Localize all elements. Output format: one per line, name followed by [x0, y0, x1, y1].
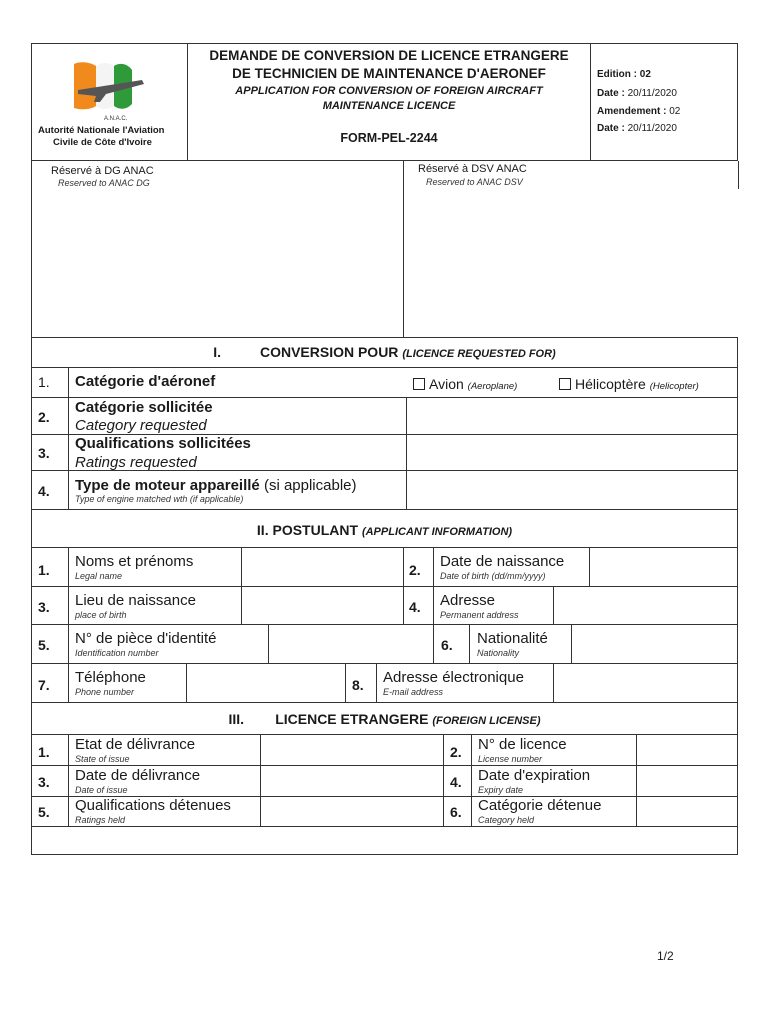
s3-f1-num: 1.	[38, 744, 50, 760]
form-code: FORM-PEL-2244	[340, 131, 438, 145]
anac-logo	[66, 58, 148, 126]
s3-f3-sublabel: Date of issue	[75, 785, 128, 795]
meta-date-2: Date : 20/11/2020	[597, 123, 677, 134]
s2-f1-label: Noms et prénoms	[75, 553, 194, 570]
s2-f6-sublabel: Nationality	[477, 648, 520, 658]
s3-f2-label: N° de licence	[478, 736, 567, 753]
s2-f8-num: 8.	[352, 677, 364, 693]
meta-amendement: Amendement : 02	[597, 106, 681, 117]
expiry-date-field[interactable]	[637, 766, 737, 796]
s1-row4-num: 4.	[38, 483, 50, 499]
s2-f5-num: 5.	[38, 637, 50, 653]
s1-row2-sublabel: Category requested	[75, 417, 207, 434]
ratings-requested-field[interactable]	[407, 435, 737, 470]
engine-type-field[interactable]	[407, 471, 737, 509]
s3-f6-num: 6.	[450, 804, 462, 820]
s3-f5-sublabel: Ratings held	[75, 815, 126, 825]
svg-text:A.N.A.C.: A.N.A.C.	[104, 116, 128, 122]
email-field[interactable]	[554, 664, 737, 702]
s2-f2-label: Date de naissance	[440, 553, 565, 570]
s1-row3-num: 3.	[38, 445, 50, 461]
s3-f4-sublabel: Expiry date	[478, 785, 524, 795]
s3-f1-label: Etat de délivrance	[75, 736, 196, 753]
s2-f4-sublabel: Permanent address	[440, 610, 519, 620]
s3-f6-label: Catégorie détenue	[478, 797, 602, 814]
org-name-line2: Civile de Côte d'Ivoire	[53, 137, 152, 148]
section3-title: III. LICENCE ETRANGERE (FOREIGN LICENSE)	[228, 711, 541, 727]
s3-f1-sublabel: State of issue	[75, 754, 130, 764]
legal-name-field[interactable]	[242, 548, 403, 586]
license-number-field[interactable]	[637, 735, 737, 765]
section2-title: II. POSTULANT (APPLICANT INFORMATION)	[256, 522, 513, 538]
place-of-birth-field[interactable]	[242, 587, 403, 624]
s2-f1-num: 1.	[38, 562, 50, 578]
s1-row3-label: Qualifications sollicitées	[75, 435, 251, 452]
s1-row3-sublabel: Ratings requested	[75, 454, 197, 471]
s3-f2-sublabel: License number	[478, 754, 543, 764]
reserved-dg-sublabel: Reserved to ANAC DG	[58, 178, 150, 188]
s3-f2-num: 2.	[450, 744, 462, 760]
s2-f4-num: 4.	[409, 599, 421, 615]
s3-f3-label: Date de délivrance	[75, 767, 201, 784]
option-helicoptere[interactable]: Hélicoptère (Helicopter)	[559, 376, 699, 392]
s2-f2-num: 2.	[409, 562, 421, 578]
category-held-field[interactable]	[637, 797, 737, 826]
title-en-line2: MAINTENANCE LICENCE	[322, 100, 456, 112]
date-of-birth-field[interactable]	[590, 548, 737, 586]
s1-row2-num: 2.	[38, 409, 50, 425]
s3-f6-sublabel: Category held	[478, 815, 535, 825]
s2-f5-sublabel: Identification number	[75, 648, 159, 658]
section1-title: I. CONVERSION POUR (LICENCE REQUESTED FOR)	[213, 344, 556, 360]
id-number-field[interactable]	[269, 625, 433, 663]
s2-f6-num: 6.	[441, 637, 453, 653]
s2-f3-label: Lieu de naissance	[75, 592, 196, 609]
nationality-field[interactable]	[572, 625, 737, 663]
s2-f2-sublabel: Date of birth (dd/mm/yyyy)	[440, 571, 546, 581]
s3-f4-num: 4.	[450, 774, 462, 790]
meta-date-1: Date : 20/11/2020	[597, 88, 677, 99]
s1-row1-label: Catégorie d'aéronef	[75, 373, 216, 390]
address-field[interactable]	[554, 587, 737, 624]
reserved-dg-label: Réservé à DG ANAC	[51, 165, 154, 177]
s3-f5-num: 5.	[38, 804, 50, 820]
s2-f6-label: Nationalité	[477, 630, 548, 647]
s2-f3-sublabel: place of birth	[75, 610, 127, 620]
title-fr-line2: DE TECHNICIEN DE MAINTENANCE D'AERONEF	[232, 66, 546, 81]
meta-edition: Edition : 02	[597, 69, 651, 80]
helicoptere-checkbox[interactable]	[559, 378, 571, 390]
s2-f7-label: Téléphone	[75, 669, 146, 686]
s2-f7-num: 7.	[38, 677, 50, 693]
ratings-held-field[interactable]	[261, 797, 443, 826]
title-en-line1: APPLICATION FOR CONVERSION OF FOREIGN AIRCRAFT	[235, 85, 543, 97]
s1-row4-sublabel: Type of engine matched wth (if applicable)	[75, 494, 244, 504]
date-of-issue-field[interactable]	[261, 766, 443, 796]
s3-f4-label: Date d'expiration	[478, 767, 591, 784]
s2-f5-label: N° de pièce d'identité	[75, 630, 217, 647]
s3-f3-num: 3.	[38, 774, 50, 790]
reserved-dsv-sublabel: Reserved to ANAC DSV	[426, 177, 523, 187]
org-name-line1: Autorité Nationale l'Aviation	[38, 125, 165, 136]
s2-f8-sublabel: E-mail address	[383, 687, 444, 697]
s2-f4-label: Adresse	[440, 592, 496, 609]
s2-f7-sublabel: Phone number	[75, 687, 135, 697]
option-avion[interactable]: Avion (Aeroplane)	[413, 376, 517, 392]
s2-f8-label: Adresse électronique	[383, 669, 524, 686]
s1-row4-label: Type de moteur appareillé (si applicable)	[75, 477, 357, 494]
state-of-issue-field[interactable]	[261, 735, 443, 765]
avion-checkbox[interactable]	[413, 378, 425, 390]
category-requested-field[interactable]	[407, 398, 737, 434]
s1-row1-num: 1.	[38, 374, 50, 390]
phone-field[interactable]	[187, 664, 345, 702]
s3-f5-label: Qualifications détenues	[75, 797, 231, 814]
s2-f1-sublabel: Legal name	[75, 571, 123, 581]
title-fr-line1: DEMANDE DE CONVERSION DE LICENCE ETRANGERE	[209, 48, 569, 63]
reserved-dsv-label: Réservé à DSV ANAC	[418, 163, 527, 175]
s2-f3-num: 3.	[38, 599, 50, 615]
page-number: 1/2	[657, 949, 674, 963]
s1-row2-label: Catégorie sollicitée	[75, 399, 213, 416]
